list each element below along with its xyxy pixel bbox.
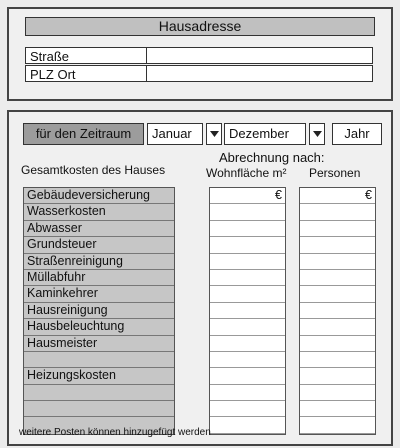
from-month-dropdown-button[interactable] bbox=[206, 123, 222, 145]
billing-header: Abrechnung nach: bbox=[219, 150, 325, 165]
cost-item-label: Hausbeleuchtung bbox=[24, 319, 174, 335]
costs-panel bbox=[7, 110, 393, 446]
cost-item-label: Wasserkosten bbox=[24, 204, 174, 220]
street-input[interactable] bbox=[147, 47, 373, 64]
area-value-cell[interactable] bbox=[210, 401, 285, 417]
area-value-cell[interactable] bbox=[210, 254, 285, 270]
persons-value-cell[interactable] bbox=[300, 352, 375, 368]
area-value-cell[interactable] bbox=[210, 286, 285, 302]
area-value-cell[interactable] bbox=[210, 352, 285, 368]
persons-value-cell[interactable] bbox=[300, 336, 375, 352]
cost-item-label: Grundsteuer bbox=[24, 237, 174, 253]
persons-value-cell[interactable] bbox=[300, 270, 375, 286]
persons-value-cell[interactable] bbox=[300, 319, 375, 335]
cost-item-label: Hausmeister bbox=[24, 336, 174, 352]
zip-city-input[interactable] bbox=[147, 65, 373, 82]
area-column-header: Wohnfläche m² bbox=[206, 166, 287, 180]
cost-item-label: Abwasser bbox=[24, 221, 174, 237]
to-month-dropdown-button[interactable] bbox=[309, 123, 325, 145]
area-value-cell[interactable] bbox=[210, 237, 285, 253]
period-row bbox=[23, 123, 383, 145]
persons-value-cell[interactable] bbox=[300, 368, 375, 384]
area-value-cell[interactable] bbox=[210, 204, 285, 220]
persons-value-cell[interactable] bbox=[300, 385, 375, 401]
area-value-cell[interactable] bbox=[210, 303, 285, 319]
persons-value-cell[interactable]: € bbox=[300, 188, 375, 204]
address-panel bbox=[7, 7, 393, 101]
from-month-select[interactable]: Januar bbox=[147, 123, 203, 145]
persons-value-cell[interactable] bbox=[300, 401, 375, 417]
persons-value-cell[interactable] bbox=[300, 237, 375, 253]
cost-item-label: Heizungskosten bbox=[24, 368, 174, 384]
area-value-cell[interactable] bbox=[210, 368, 285, 384]
area-value-cell[interactable] bbox=[210, 319, 285, 335]
area-values-column bbox=[209, 187, 286, 435]
area-value-cell[interactable] bbox=[210, 385, 285, 401]
total-costs-header: Gesamtkosten des Hauses bbox=[21, 163, 166, 177]
area-value-cell[interactable] bbox=[210, 417, 285, 433]
persons-value-cell[interactable] bbox=[300, 254, 375, 270]
cost-item-label: Müllabfuhr bbox=[24, 270, 174, 286]
cost-item-label bbox=[24, 385, 174, 401]
to-month-select[interactable]: Dezember bbox=[224, 123, 306, 145]
cost-item-label: Gebäudeversicherung bbox=[24, 188, 174, 204]
persons-value-cell[interactable] bbox=[300, 303, 375, 319]
persons-value-cell[interactable] bbox=[300, 286, 375, 302]
cost-item-label bbox=[24, 352, 174, 368]
persons-column-header: Personen bbox=[309, 166, 361, 180]
persons-value-cell[interactable] bbox=[300, 417, 375, 433]
street-label: Straße bbox=[25, 47, 147, 64]
area-value-cell[interactable] bbox=[210, 221, 285, 237]
persons-value-cell[interactable] bbox=[300, 221, 375, 237]
cost-item-label bbox=[24, 401, 174, 417]
area-value-cell[interactable] bbox=[210, 336, 285, 352]
persons-values-column bbox=[299, 187, 376, 435]
area-value-cell[interactable]: € bbox=[210, 188, 285, 204]
year-input[interactable]: Jahr bbox=[332, 123, 382, 145]
persons-value-cell[interactable] bbox=[300, 204, 375, 220]
cost-items-column bbox=[23, 187, 175, 435]
chevron-down-icon bbox=[210, 131, 219, 137]
area-value-cell[interactable] bbox=[210, 270, 285, 286]
zip-city-label: PLZ Ort bbox=[25, 65, 147, 82]
cost-item-label: Hausreinigung bbox=[24, 303, 174, 319]
period-label: für den Zeitraum bbox=[23, 123, 144, 145]
footer-note: weitere Posten können hinzugefügt werden bbox=[19, 427, 211, 438]
cost-item-label: Kaminkehrer bbox=[24, 286, 174, 302]
cost-item-label: Straßenreinigung bbox=[24, 254, 174, 270]
address-title: Hausadresse bbox=[25, 17, 375, 36]
chevron-down-icon bbox=[313, 131, 322, 137]
